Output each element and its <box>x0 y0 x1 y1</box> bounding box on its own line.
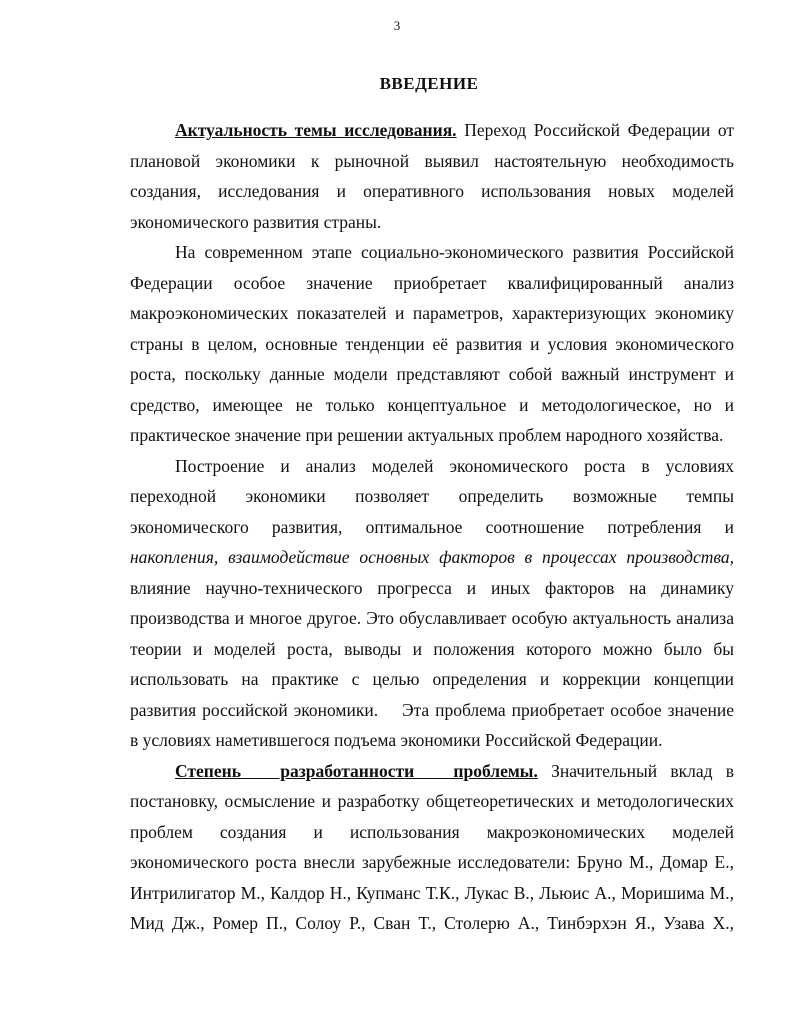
text-line: влияние научно-технического прогресса и иных факторов на динамику <box>130 577 734 598</box>
text-line: средство, имеющее не только концептуальное и методологическое, но и <box>130 394 734 415</box>
text-line: накопления, взаимодействие основных факторов в процессах производства, <box>130 547 734 567</box>
text-line: роста, поскольку данные модели представляют собой важный инструмент и <box>130 364 734 384</box>
paragraph-relevance <box>130 115 734 237</box>
text-line: практическое значение при решении актуальных проблем народного хозяйства. <box>130 425 724 445</box>
paragraph-development-degree <box>130 756 734 939</box>
text-line <box>130 115 734 146</box>
text-line: плановой экономики к рыночной выявил настоятельную необходимость <box>130 150 734 171</box>
page-title: ВВЕДЕНИЕ <box>379 74 479 93</box>
text-line: экономического развития страны. <box>130 211 382 232</box>
text-line: экономического роста внесли зарубежные исследователи: Бруно М., Домар Е., <box>130 852 734 872</box>
section-lead-relevance: Актуальность темы исследования. <box>175 120 457 140</box>
text-line: переходной экономики позволяет определить возможные темпы <box>130 486 734 506</box>
text-line: Интрилигатор М., Калдор Н., Купманс Т.К., Лукас В., Льюис А., Моришима М., <box>130 882 734 903</box>
text-line: постановку, осмысление и разработку общетеоретических и методологических <box>130 791 734 811</box>
text-line: Построение и анализ моделей экономического роста в условиях <box>175 455 734 476</box>
text-line: использовать на практике с целью определения и коррекции концепции <box>130 669 734 689</box>
text-line: Федерации особое значение приобретает квалифицированный анализ <box>130 272 734 293</box>
section-lead-development: Степень разработанности проблемы. <box>175 760 538 781</box>
text-line: экономического развития, оптимальное соотношение потребления и <box>130 516 734 537</box>
text-line: теории и моделей роста, выводы и положения которого можно было бы <box>130 638 734 659</box>
text-line <box>130 756 734 787</box>
text-line: развития российской экономики. Эта проблема приобретает особое значение <box>130 699 734 720</box>
page-number: 3 <box>393 18 401 33</box>
text-line: Мид Дж., Ромер П., Солоу Р., Сван Т., Столерю А., Тинбэрхэн Я., Узава Х., <box>130 913 734 933</box>
text-line: проблем создания и использования макроэкономических моделей <box>130 821 734 842</box>
text-fragment: Переход Российской Федерации от <box>464 120 734 140</box>
body-text <box>130 115 734 939</box>
paragraph-growth-models <box>130 451 734 756</box>
text-line: в условиях наметившегося подъема экономики Российской Федерации. <box>130 730 663 750</box>
text-fragment: Значительный вклад в <box>551 760 734 781</box>
text-line: производства и многое другое. Это обуславливает особую актуальность анализа <box>130 608 734 628</box>
text-line: создания, исследования и оперативного использования новых моделей <box>130 181 734 201</box>
text-line: На современном этапе социально-экономического развития Российской <box>175 242 734 262</box>
text-line: макроэкономических показателей и параметров, характеризующих экономику <box>130 303 734 323</box>
text-line: страны в целом, основные тенденции её развития и условия экономического <box>130 333 734 354</box>
paragraph-current-stage <box>130 237 734 451</box>
